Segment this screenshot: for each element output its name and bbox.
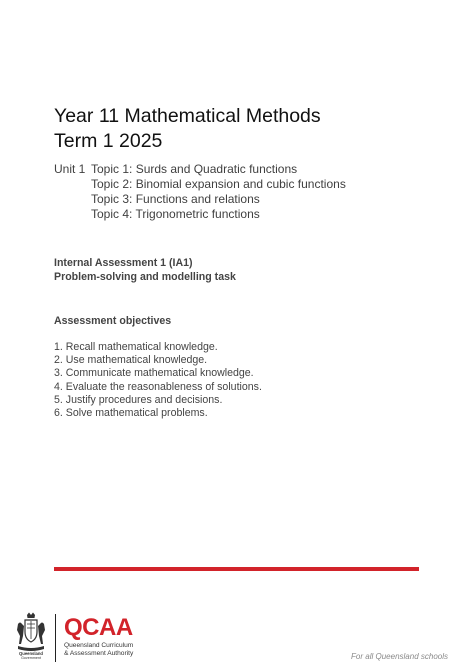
topic-label: Topic 4: Trigonometric functions xyxy=(91,207,260,221)
unit-topic-row xyxy=(54,162,346,177)
objective-item: 1. Recall mathematical knowledge. xyxy=(54,341,218,353)
unit-label xyxy=(54,192,91,207)
authority-line-2: & Assessment Authority xyxy=(64,650,134,657)
gov-line-1: Queensland xyxy=(19,651,43,656)
red-divider-rule xyxy=(54,567,419,571)
unit-topics xyxy=(54,162,346,222)
gov-line-2: Government xyxy=(21,656,41,660)
objective-item: 3. Communicate mathematical knowledge. xyxy=(54,367,254,380)
unit-label xyxy=(54,177,91,192)
objective-item: 4. Evaluate the reasonableness of solutions. xyxy=(54,380,262,393)
objective-item: 6. Solve mathematical problems. xyxy=(54,407,208,420)
title-line-course: Year 11 Mathematical Methods xyxy=(54,105,321,127)
unit-topic-row xyxy=(54,177,346,192)
assessment-type: Problem-solving and modelling task xyxy=(54,271,236,283)
topic-label: Topic 2: Binomial expansion and cubic functions xyxy=(91,177,346,191)
topic-label: Topic 3: Functions and relations xyxy=(91,192,260,206)
unit-label: Unit 1 xyxy=(54,162,86,176)
unit-topic-row xyxy=(54,192,346,207)
qcaa-logo-text: QCAA xyxy=(64,614,133,641)
footer-tagline: For all Queensland schools xyxy=(351,652,448,661)
assessment-info xyxy=(54,256,236,284)
assessment-name: Internal Assessment 1 (IA1) xyxy=(54,257,193,269)
government-wordmark xyxy=(14,652,48,660)
unit-label xyxy=(54,207,91,222)
objective-item: 2. Use mathematical knowledge. xyxy=(54,354,208,367)
unit-topic-row xyxy=(54,207,346,222)
title-line-term: Term 1 2025 xyxy=(54,130,163,152)
objectives-list xyxy=(54,341,262,420)
authority-name xyxy=(64,642,133,658)
objective-item: 5. Justify procedures and decisions. xyxy=(54,393,223,406)
logo-divider xyxy=(55,614,56,662)
authority-line-1: Queensland Curriculum xyxy=(64,642,134,649)
footer-logos xyxy=(14,612,234,664)
objectives-heading: Assessment objectives xyxy=(54,315,172,327)
topic-label: Topic 1: Surds and Quadratic functions xyxy=(91,162,298,176)
document-title xyxy=(54,104,321,154)
